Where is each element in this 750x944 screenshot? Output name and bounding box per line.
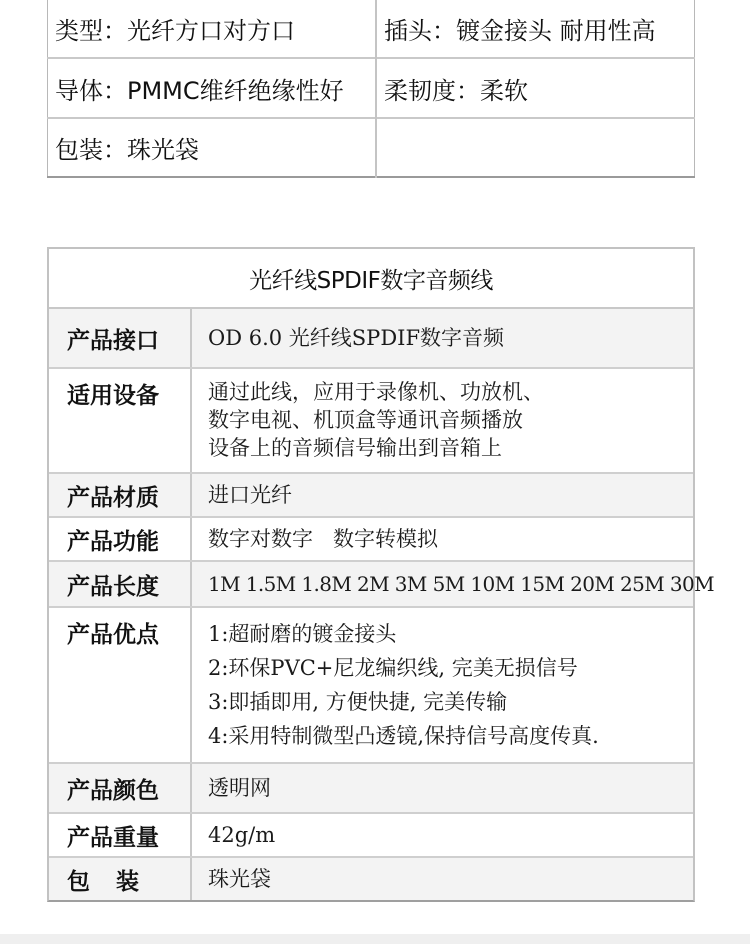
row-value bbox=[192, 562, 714, 606]
spec-table-title: 光纤线SPDIF数字音频线 bbox=[49, 249, 693, 309]
row-label: 产品功能 bbox=[49, 518, 192, 560]
value-line: 通过此线，应用于录像机、功放机、 bbox=[208, 380, 544, 404]
product-spec-table bbox=[47, 247, 714, 902]
spec-conductor: 导体：PMMC维纤绝缘性好 bbox=[48, 58, 377, 118]
row-value bbox=[192, 474, 693, 516]
row-value bbox=[192, 518, 693, 560]
table-row bbox=[48, 58, 695, 118]
row-value bbox=[192, 764, 693, 812]
top-spec-table bbox=[47, 0, 695, 178]
row-advantages bbox=[49, 608, 693, 764]
table-row bbox=[48, 0, 695, 58]
row-function bbox=[49, 518, 693, 562]
value-line: 2:环保PVC+尼龙编织线, 完美无损信号 bbox=[208, 656, 578, 680]
value-line: OD 6.0 光纤线SPDIF数字音频 bbox=[208, 326, 505, 350]
row-devices bbox=[49, 369, 693, 474]
row-label: 产品优点 bbox=[49, 608, 192, 762]
spec-empty bbox=[376, 118, 695, 177]
bottom-divider bbox=[0, 934, 750, 944]
row-weight bbox=[49, 814, 693, 858]
row-interface bbox=[49, 309, 693, 369]
row-value bbox=[192, 814, 693, 856]
row-label: 产品接口 bbox=[49, 309, 192, 367]
value-line: 数字电视、机顶盒等通讯音频播放 bbox=[208, 408, 523, 432]
value-line: 4:采用特制微型凸透镜,保持信号高度传真. bbox=[208, 724, 599, 748]
row-value bbox=[192, 369, 693, 472]
value-line: 珠光袋 bbox=[208, 867, 271, 891]
table-row bbox=[48, 118, 695, 177]
spec-flexibility: 柔韧度：柔软 bbox=[376, 58, 695, 118]
row-value bbox=[192, 608, 693, 762]
value-line: 设备上的音频信号输出到音箱上 bbox=[208, 436, 502, 460]
row-label: 产品材质 bbox=[49, 474, 192, 516]
spec-plug: 插头：镀金接头 耐用性高 bbox=[384, 17, 656, 45]
row-label: 产品颜色 bbox=[49, 764, 192, 812]
row-color bbox=[49, 764, 693, 814]
value-line: 透明网 bbox=[208, 776, 271, 800]
row-value bbox=[192, 309, 693, 367]
value-line: 1M 1.5M 1.8M 2M 3M 5M 10M 15M 20M 25M 30M bbox=[208, 572, 714, 596]
value-line: 数字对数字 数字转模拟 bbox=[208, 527, 439, 551]
value-line: 1:超耐磨的镀金接头 bbox=[208, 622, 397, 646]
spec-type: 类型：光纤方口对方口 bbox=[48, 0, 377, 58]
row-package bbox=[49, 858, 693, 900]
row-label: 适用设备 bbox=[49, 369, 192, 472]
row-label: 产品重量 bbox=[49, 814, 192, 856]
row-label: 产品长度 bbox=[49, 562, 192, 606]
row-length bbox=[49, 562, 714, 608]
value-line: 进口光纤 bbox=[208, 483, 292, 507]
row-material bbox=[49, 474, 693, 518]
value-line: 3:即插即用, 方便快捷, 完美传输 bbox=[208, 690, 508, 714]
row-label: 包装 bbox=[49, 858, 192, 900]
spec-package: 包装：珠光袋 bbox=[48, 118, 377, 177]
value-line: 42g/m bbox=[208, 823, 276, 847]
row-value bbox=[192, 858, 693, 900]
